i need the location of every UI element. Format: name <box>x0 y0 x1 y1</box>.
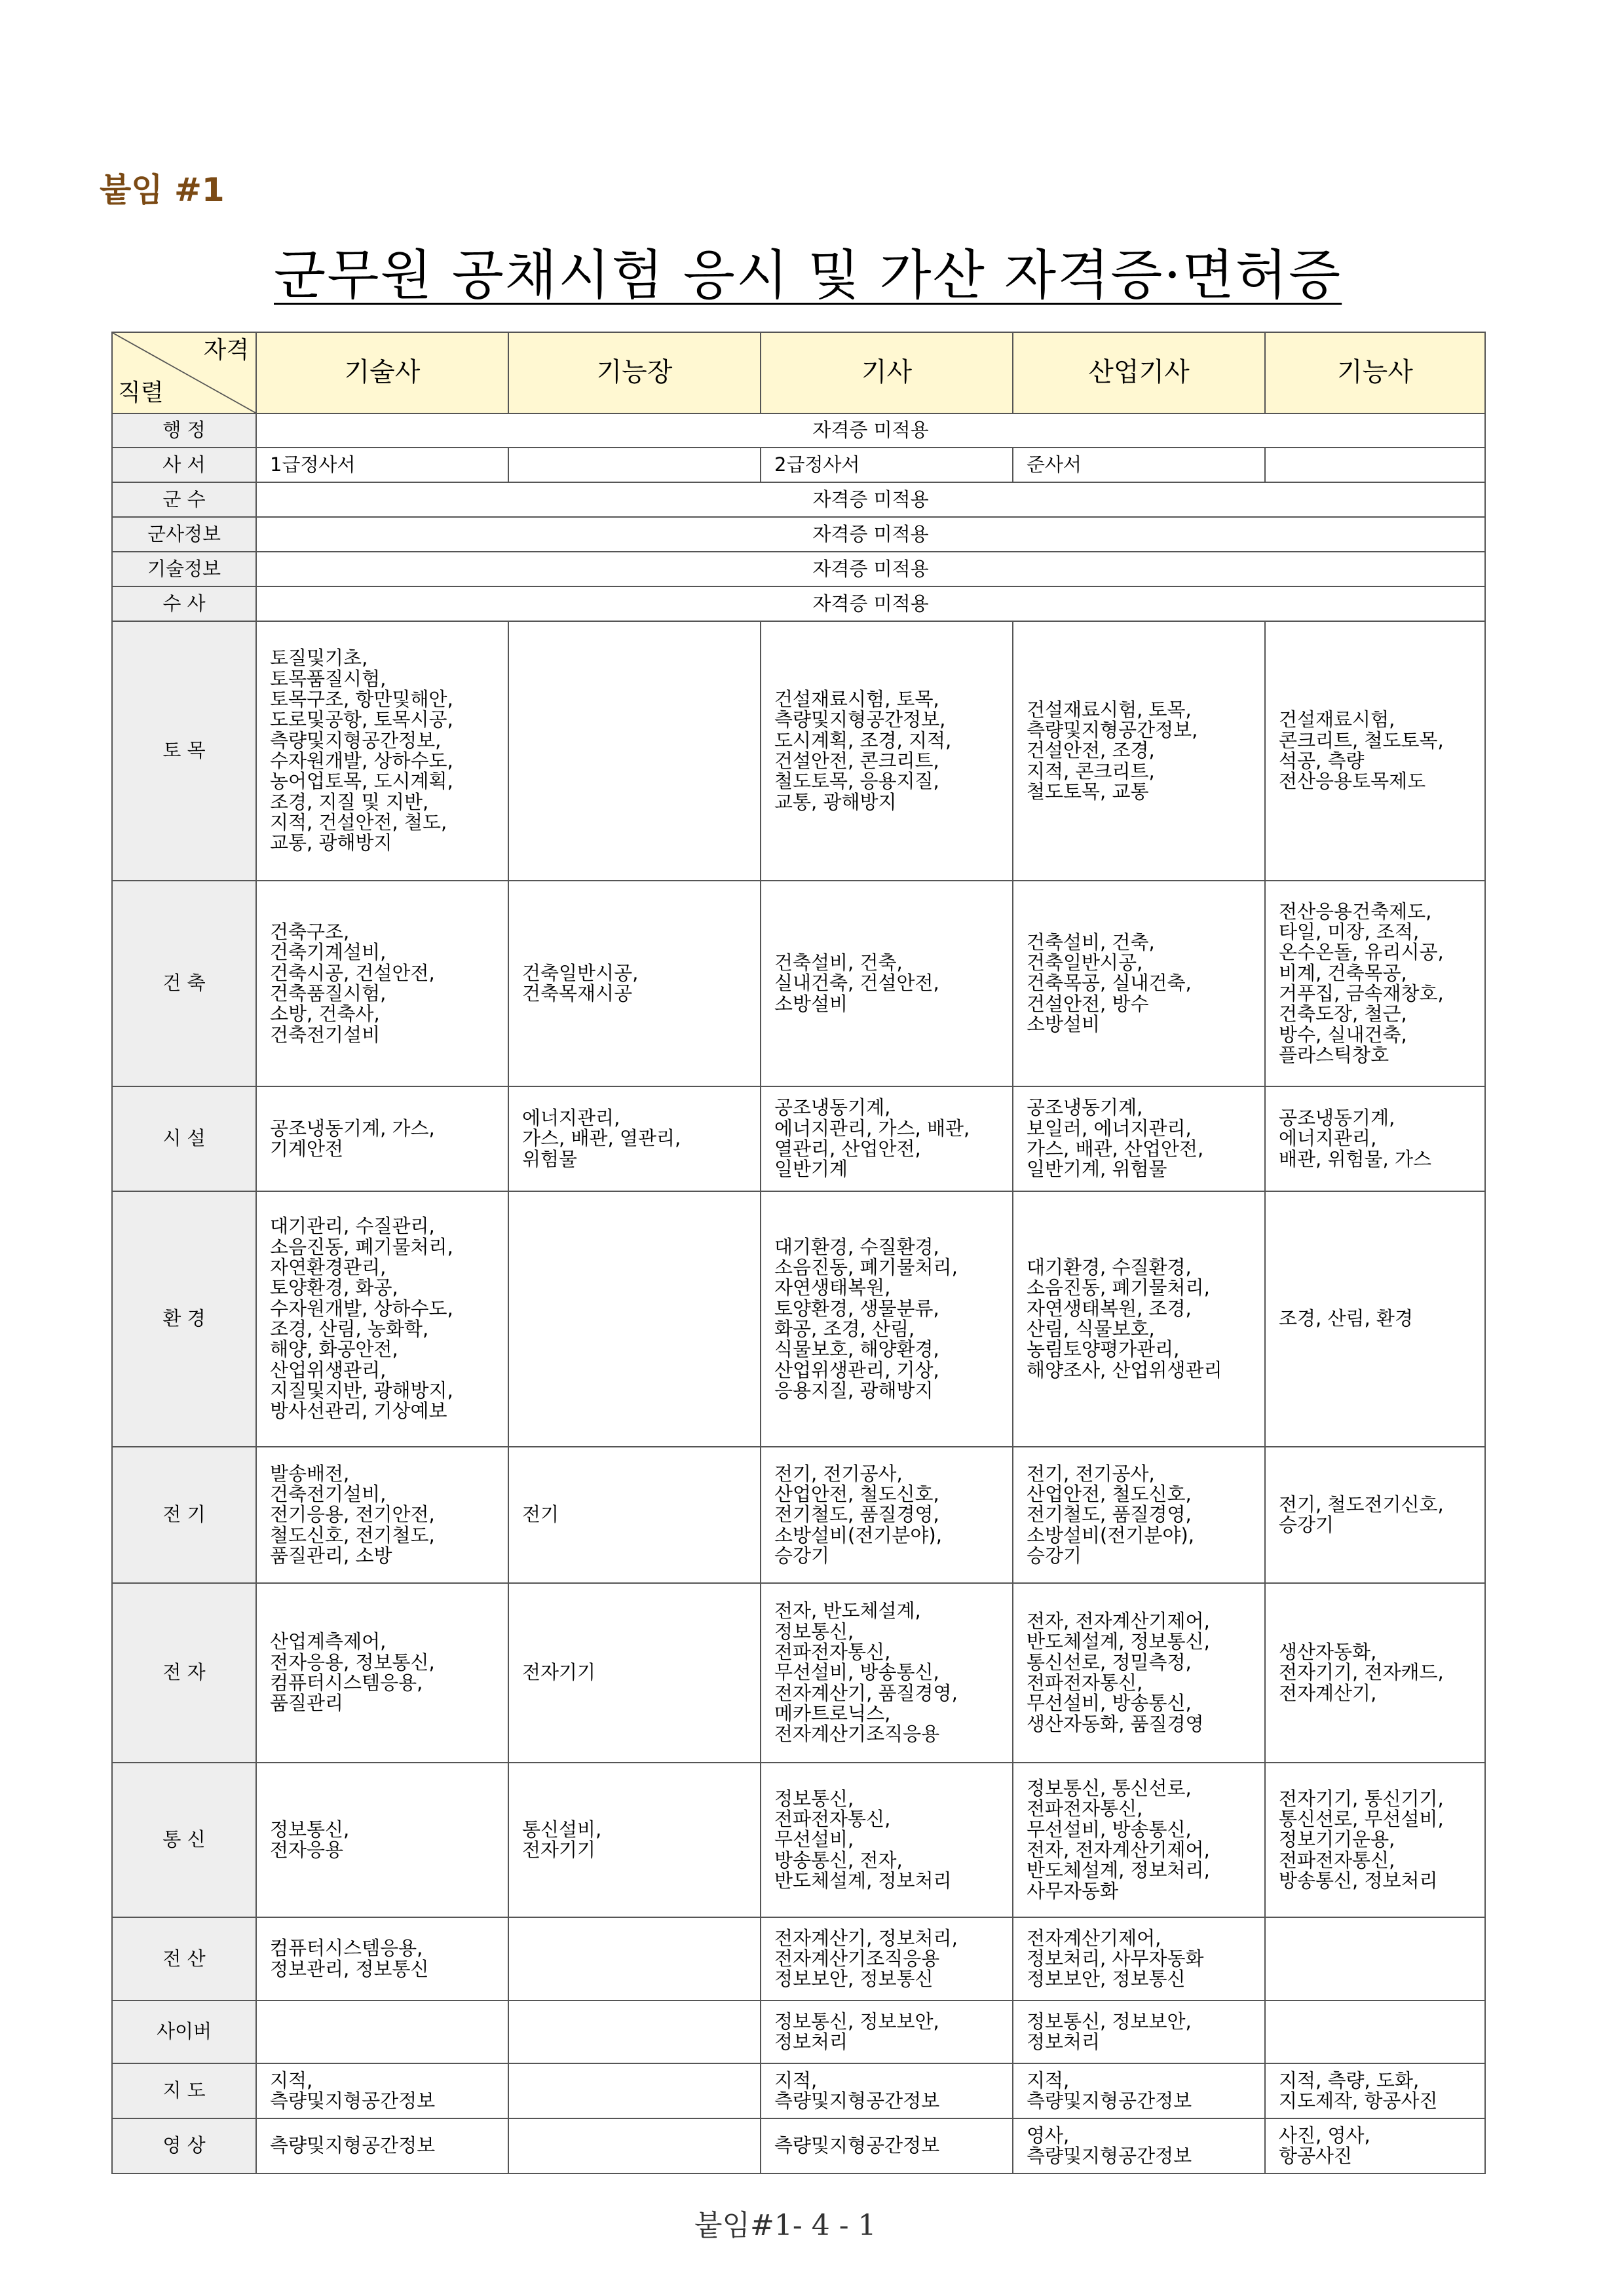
table-row <box>112 1917 1485 2000</box>
table-cell: 지적, 측량및지형공간정보 <box>256 2063 508 2118</box>
not-applicable-cell: 자격증 미적용 <box>256 517 1485 552</box>
table-cell <box>508 2118 761 2173</box>
header-row <box>112 332 1485 413</box>
not-applicable-cell: 자격증 미적용 <box>256 413 1485 448</box>
table-cell: 건설재료시험, 콘크리트, 철도토목, 석공, 측량 전산응용토목제도 <box>1265 621 1485 881</box>
header-cell: 기술사 <box>256 332 508 413</box>
table-cell: 준사서 <box>1013 448 1265 482</box>
table-row <box>112 1191 1485 1447</box>
table-cell: 컴퓨터시스템응용, 정보관리, 정보통신 <box>256 1917 508 2000</box>
table-cell: 전자계산기, 정보처리, 전자계산기조직응용 정보보안, 정보통신 <box>761 1917 1013 2000</box>
table-row <box>112 413 1485 448</box>
corner-label-job: 직렬 <box>118 379 164 407</box>
row-label: 전 산 <box>112 1917 256 2000</box>
row-label: 군 수 <box>112 482 256 517</box>
attachment-label: 붙임 #1 <box>100 171 225 209</box>
row-label: 기술정보 <box>112 552 256 586</box>
not-applicable-cell: 자격증 미적용 <box>256 482 1485 517</box>
table-cell: 공조냉동기계, 보일러, 에너지관리, 가스, 배관, 산업안전, 일반기계, 위험물 <box>1013 1086 1265 1191</box>
row-label: 사 서 <box>112 448 256 482</box>
table-row <box>112 2118 1485 2173</box>
table-cell: 1급정사서 <box>256 448 508 482</box>
not-applicable-cell: 자격증 미적용 <box>256 586 1485 621</box>
table-row <box>112 1763 1485 1917</box>
table-cell: 전기, 철도전기신호, 승강기 <box>1265 1447 1485 1583</box>
row-label: 시 설 <box>112 1086 256 1191</box>
row-label: 수 사 <box>112 586 256 621</box>
table-cell: 전자계산기제어, 정보처리, 사무자동화 정보보안, 정보통신 <box>1013 1917 1265 2000</box>
row-label: 행 정 <box>112 413 256 448</box>
table-cell: 전산응용건축제도, 타일, 미장, 조적, 온수온돌, 유리시공, 비계, 건축목공, 거푸집, 금속재창호, 건축도장, 철근, 방수, 실내건축, 플라스틱창호 <box>1265 881 1485 1086</box>
table-row <box>112 517 1485 552</box>
table-cell: 지적, 측량및지형공간정보 <box>1013 2063 1265 2118</box>
row-label: 사이버 <box>112 2000 256 2063</box>
table-cell: 공조냉동기계, 에너지관리, 배관, 위험물, 가스 <box>1265 1086 1485 1191</box>
table-cell: 정보통신, 전파전자통신, 무선설비, 방송통신, 전자, 반도체설계, 정보처리 <box>761 1763 1013 1917</box>
table-row <box>112 1447 1485 1583</box>
header-cell: 산업기사 <box>1013 332 1265 413</box>
header-cell: 기사 <box>761 332 1013 413</box>
table-row <box>112 2063 1485 2118</box>
table-cell: 전자기기 <box>508 1583 761 1763</box>
table-cell <box>508 2063 761 2118</box>
table-cell: 정보통신, 정보보안, 정보처리 <box>1013 2000 1265 2063</box>
corner-header-cell <box>112 332 256 413</box>
table-cell: 측량및지형공간정보 <box>761 2118 1013 2173</box>
table-row <box>112 552 1485 586</box>
table-cell: 전기, 전기공사, 산업안전, 철도신호, 전기철도, 품질경영, 소방설비(전기분야), 승강기 <box>761 1447 1013 1583</box>
table-cell: 건축설비, 건축, 건축일반시공, 건축목공, 실내건축, 건설안전, 방수 소방설비 <box>1013 881 1265 1086</box>
page-number: 붙임#1- 4 - 1 <box>694 2209 877 2242</box>
row-label: 군사정보 <box>112 517 256 552</box>
table-cell: 생산자동화, 전자기기, 전자캐드, 전자계산기, <box>1265 1583 1485 1763</box>
table-row <box>112 482 1485 517</box>
corner-label-qualification: 자격 <box>203 337 249 364</box>
row-label: 전 자 <box>112 1583 256 1763</box>
table-cell: 에너지관리, 가스, 배관, 열관리, 위험물 <box>508 1086 761 1191</box>
table-cell: 통신설비, 전자기기 <box>508 1763 761 1917</box>
table-cell: 토질및기초, 토목품질시험, 토목구조, 항만및해안, 도로및공항, 토목시공, 측량및지형공간정보, 수자원개발, 상하수도, 농어업토목, 도시계획, 조경, 지질 및 지반, 지적, 건설안전, 철도, 교통, 광해방지 <box>256 621 508 881</box>
table-cell: 건설재료시험, 토목, 측량및지형공간정보, 건설안전, 조경, 지적, 콘크리트, 철도토목, 교통 <box>1013 621 1265 881</box>
table-cell: 사진, 영사, 항공사진 <box>1265 2118 1485 2173</box>
table-cell <box>256 2000 508 2063</box>
table-cell: 정보통신, 통신선로, 전파전자통신, 무선설비, 방송통신, 전자, 전자계산기제어, 반도체설계, 정보처리, 사무자동화 <box>1013 1763 1265 1917</box>
row-label: 토 목 <box>112 621 256 881</box>
table-cell <box>508 448 761 482</box>
table-cell: 공조냉동기계, 에너지관리, 가스, 배관, 열관리, 산업안전, 일반기계 <box>761 1086 1013 1191</box>
table-row <box>112 586 1485 621</box>
table-cell: 건축일반시공, 건축목재시공 <box>508 881 761 1086</box>
table-cell: 대기환경, 수질환경, 소음진동, 폐기물처리, 자연생태복원, 토양환경, 생물분류, 화공, 조경, 산림, 식물보호, 해양환경, 산업위생관리, 기상, 응용지질, 광해방지 <box>761 1191 1013 1447</box>
header-cell: 기능장 <box>508 332 761 413</box>
row-label: 전 기 <box>112 1447 256 1583</box>
table-cell: 전기, 전기공사, 산업안전, 철도신호, 전기철도, 품질경영, 소방설비(전기분야), 승강기 <box>1013 1447 1265 1583</box>
table-cell: 전기 <box>508 1447 761 1583</box>
table-cell <box>1265 448 1485 482</box>
table-cell: 지적, 측량, 도화, 지도제작, 항공사진 <box>1265 2063 1485 2118</box>
row-label: 영 상 <box>112 2118 256 2173</box>
table-cell: 건축설비, 건축, 실내건축, 건설안전, 소방설비 <box>761 881 1013 1086</box>
table-cell <box>1265 1917 1485 2000</box>
table-row <box>112 1086 1485 1191</box>
table-cell: 공조냉동기계, 가스, 기계안전 <box>256 1086 508 1191</box>
table-cell: 전자, 전자계산기제어, 반도체설계, 정보통신, 통신선로, 정밀측정, 전파전자통신, 무선설비, 방송통신, 생산자동화, 품질경영 <box>1013 1583 1265 1763</box>
row-label: 통 신 <box>112 1763 256 1917</box>
table-cell: 2급정사서 <box>761 448 1013 482</box>
table-cell: 조경, 산림, 환경 <box>1265 1191 1485 1447</box>
table-cell: 건설재료시험, 토목, 측량및지형공간정보, 도시계획, 조경, 지적, 건설안전, 콘크리트, 철도토목, 응용지질, 교통, 광해방지 <box>761 621 1013 881</box>
table-cell: 측량및지형공간정보 <box>256 2118 508 2173</box>
table-row <box>112 1583 1485 1763</box>
table-cell: 전자, 반도체설계, 정보통신, 전파전자통신, 무선설비, 방송통신, 전자계산기, 품질경영, 메카트로닉스, 전자계산기조직응용 <box>761 1583 1013 1763</box>
row-label: 건 축 <box>112 881 256 1086</box>
table-cell: 지적, 측량및지형공간정보 <box>761 2063 1013 2118</box>
not-applicable-cell: 자격증 미적용 <box>256 552 1485 586</box>
table-cell <box>508 621 761 881</box>
table-cell: 영사, 측량및지형공간정보 <box>1013 2118 1265 2173</box>
table-cell: 전자기기, 통신기기, 통신선로, 무선설비, 정보기기운용, 전파전자통신, 방송통신, 정보처리 <box>1265 1763 1485 1917</box>
table-cell <box>1265 2000 1485 2063</box>
table-cell: 발송배전, 건축전기설비, 전기응용, 전기안전, 철도신호, 전기철도, 품질관리, 소방 <box>256 1447 508 1583</box>
table-cell: 산업계측제어, 전자응용, 정보통신, 컴퓨터시스템응용, 품질관리 <box>256 1583 508 1763</box>
table-cell: 건축구조, 건축기계설비, 건축시공, 건설안전, 건축품질시험, 소방, 건축사, 건축전기설비 <box>256 881 508 1086</box>
table-cell: 정보통신, 전자응용 <box>256 1763 508 1917</box>
table-cell <box>508 1917 761 2000</box>
page-title: 군무원 공채시험 응시 및 가산 자격증·면허증 <box>274 244 1342 307</box>
table-cell <box>508 2000 761 2063</box>
table-row <box>112 621 1485 881</box>
table-row <box>112 2000 1485 2063</box>
table-cell: 정보통신, 정보보안, 정보처리 <box>761 2000 1013 2063</box>
row-label: 지 도 <box>112 2063 256 2118</box>
table-row <box>112 448 1485 482</box>
row-label: 환 경 <box>112 1191 256 1447</box>
table-cell: 대기관리, 수질관리, 소음진동, 폐기물처리, 자연환경관리, 토양환경, 화공, 수자원개발, 상하수도, 조경, 산림, 농화학, 해양, 화공안전, 산업위생관리, 지질및지반, 광해방지, 방사선관리, 기상예보 <box>256 1191 508 1447</box>
table-row <box>112 881 1485 1086</box>
table-cell <box>508 1191 761 1447</box>
table-cell: 대기환경, 수질환경, 소음진동, 폐기물처리, 자연생태복원, 조경, 산림, 식물보호, 농림토양평가관리, 해양조사, 산업위생관리 <box>1013 1191 1265 1447</box>
header-cell: 기능사 <box>1265 332 1485 413</box>
qualification-table <box>111 332 1486 2174</box>
